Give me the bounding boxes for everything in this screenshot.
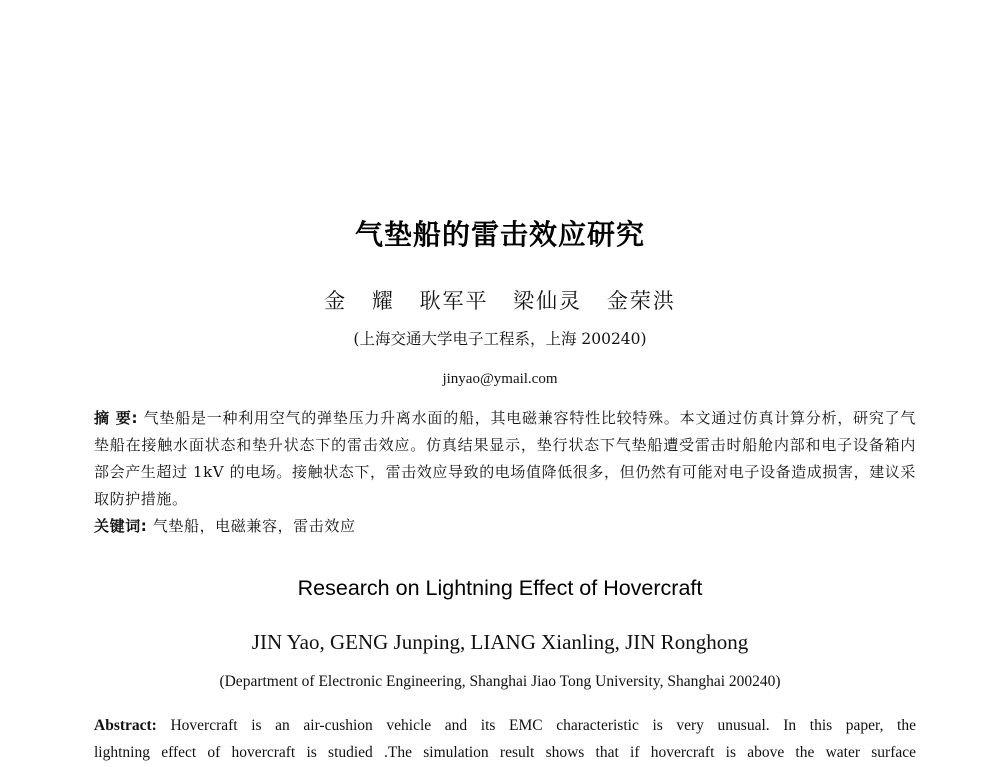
keywords-chinese-text: 气垫船，电磁兼容，雷击效应 [147, 517, 356, 535]
affiliation-chinese: (上海交通大学电子工程系，上海 200240) [353, 330, 647, 348]
abstract-english [94, 712, 916, 766]
abstract-chinese-text: 气垫船是一种利用空气的弹垫压力升离水面的船，其电磁兼容特性比较特殊。本文通过仿真计算分析，研究了气垫船在接触水面状态和垫升状态下的雷击效应。仿真结果显示，垫行状态下气垫船遭受雷击时船舱内部和电子设备箱内部会产生超过 1kV 的电场。接触状态下，雷击效应导致的电场值降低很多，但仍然有可能对电子设备造成损害，建议采取防护措施。 [94, 409, 917, 508]
abstract-english-line [94, 712, 916, 739]
keywords-chinese-label: 关键词: [94, 517, 148, 535]
affiliation-english: (Department of Electronic Engineering, Shanghai Jiao Tong University, Shanghai 200240) [219, 673, 781, 690]
abstract-english-text-1: Hovercraft is an air-cushion vehicle and its EMC characteristic is very unusual. In this paper, the [156, 717, 916, 734]
abstract-english-label: Abstract: [94, 717, 157, 734]
abstract-chinese [94, 405, 916, 513]
author-list-chinese: 金 耀 耿军平 梁仙灵 金荣洪 [324, 289, 676, 313]
abstract-chinese-label: 摘 要: [94, 409, 139, 427]
contact-email: jinyao@ymail.com [442, 371, 558, 387]
author-list-english: JIN Yao, GENG Junping, LIANG Xianling, JIN Ronghong [251, 630, 749, 654]
abstract-english-line: lightning effect of hovercraft is studied .The simulation result shows that if hovercraft is above the water surface [94, 744, 916, 761]
keywords-chinese [94, 513, 916, 540]
paper-title-english: Research on Lightning Effect of Hovercraft [297, 576, 703, 600]
paper-title-chinese: 气垫船的雷击效应研究 [354, 218, 645, 251]
